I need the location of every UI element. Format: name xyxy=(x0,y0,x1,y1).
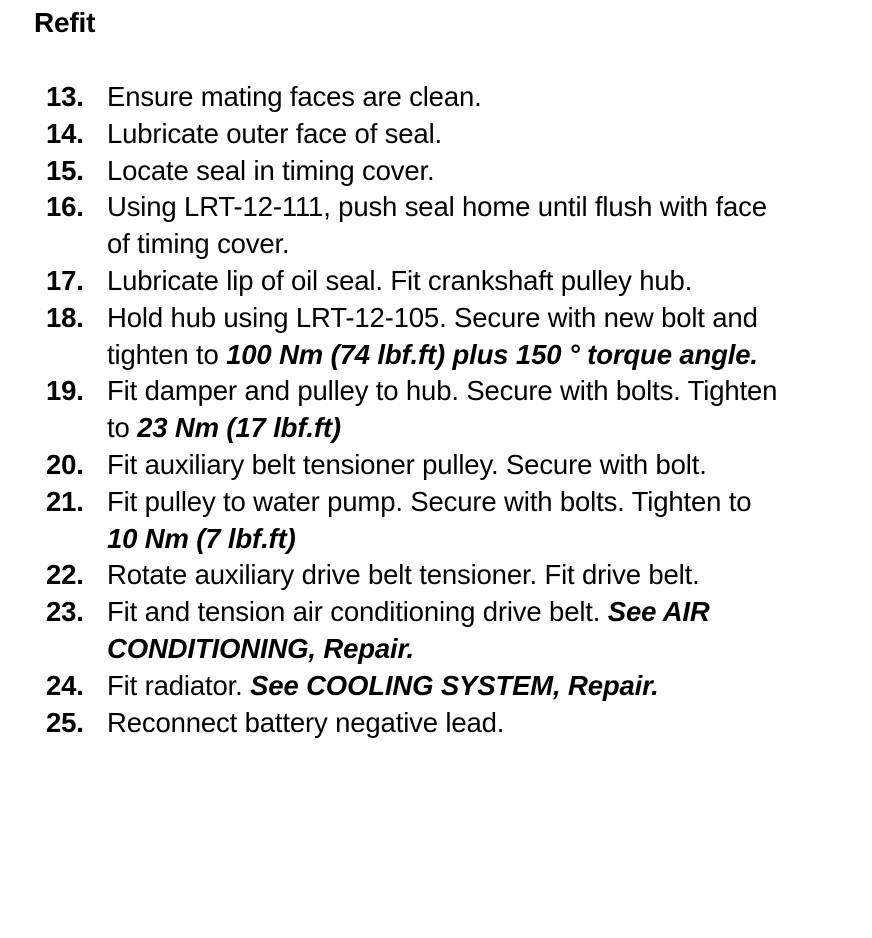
procedure-step xyxy=(0,557,787,594)
step-emphasis-text: See COOLING SYSTEM, Repair. xyxy=(250,669,659,701)
step-number: 13. xyxy=(46,81,84,112)
procedure-step xyxy=(0,705,787,742)
step-number: 15. xyxy=(46,154,84,186)
step-plain-text: Fit pulley to water pump. Secure with bolts. Tighten to xyxy=(107,485,752,517)
step-number: 14. xyxy=(46,117,84,149)
step-emphasis-text: 100 Nm (74 lbf.ft) plus 150 ° torque angle. xyxy=(226,338,758,370)
step-text xyxy=(107,559,700,590)
step-number: 19. xyxy=(46,375,84,407)
step-text xyxy=(107,449,707,480)
step-text xyxy=(107,191,767,259)
step-number: 21. xyxy=(46,485,84,517)
step-text xyxy=(107,486,751,554)
step-text xyxy=(107,670,659,701)
step-number: 20. xyxy=(46,448,84,480)
step-text xyxy=(107,81,482,112)
step-plain-text: Rotate auxiliary drive belt tensioner. Fit drive belt. xyxy=(107,559,700,591)
procedure-step xyxy=(0,153,787,190)
step-plain-text: Lubricate lip of oil seal. Fit crankshaft pulley hub. xyxy=(107,264,693,296)
step-text xyxy=(107,265,692,296)
step-plain-text: Fit auxiliary belt tensioner pulley. Secure with bolt. xyxy=(107,448,707,480)
step-number: 17. xyxy=(46,264,84,296)
procedure-step xyxy=(0,668,787,705)
step-plain-text: Using LRT-12-111, push seal home until flush with face of timing cover. xyxy=(107,191,767,260)
procedure-step xyxy=(0,189,787,263)
procedure-step xyxy=(0,263,787,300)
step-text xyxy=(107,118,442,149)
step-plain-text: Reconnect battery negative lead. xyxy=(107,706,505,738)
procedure-step xyxy=(0,373,787,447)
step-plain-text: Lubricate outer face of seal. xyxy=(107,117,443,149)
procedure-step xyxy=(0,447,787,484)
step-plain-text: Fit radiator. xyxy=(107,669,251,701)
procedure-steps-list xyxy=(0,79,872,741)
step-text xyxy=(107,155,435,186)
step-number: 25. xyxy=(46,706,84,738)
step-text xyxy=(107,707,504,738)
step-number: 23. xyxy=(46,596,84,628)
step-plain-text: Fit damper and pulley to hub. Secure with bolts. Tighten to xyxy=(107,375,778,444)
step-emphasis-text: 10 Nm (7 lbf.ft) xyxy=(107,522,296,554)
procedure-step xyxy=(0,484,787,558)
step-number: 16. xyxy=(46,191,84,223)
procedure-step xyxy=(0,116,787,153)
step-number: 24. xyxy=(46,669,84,701)
step-emphasis-text: See AIR CONDITIONING, Repair. xyxy=(107,596,710,664)
step-number: 18. xyxy=(46,301,84,333)
step-plain-text: Hold hub using LRT-12-105. Secure with new bolt and tighten to xyxy=(107,301,758,370)
section-heading: Refit xyxy=(34,7,96,38)
step-emphasis-text: 23 Nm (17 lbf.ft) xyxy=(137,412,341,444)
procedure-step xyxy=(0,79,787,116)
step-plain-text: Locate seal in timing cover. xyxy=(107,154,435,186)
step-text xyxy=(107,375,777,443)
step-text xyxy=(107,302,758,370)
step-number: 22. xyxy=(46,559,84,591)
step-plain-text: Ensure mating faces are clean. xyxy=(107,81,482,112)
procedure-step xyxy=(0,594,787,668)
step-plain-text: Fit and tension air conditioning drive belt. xyxy=(107,596,608,628)
step-text xyxy=(107,596,710,664)
procedure-step xyxy=(0,300,787,374)
